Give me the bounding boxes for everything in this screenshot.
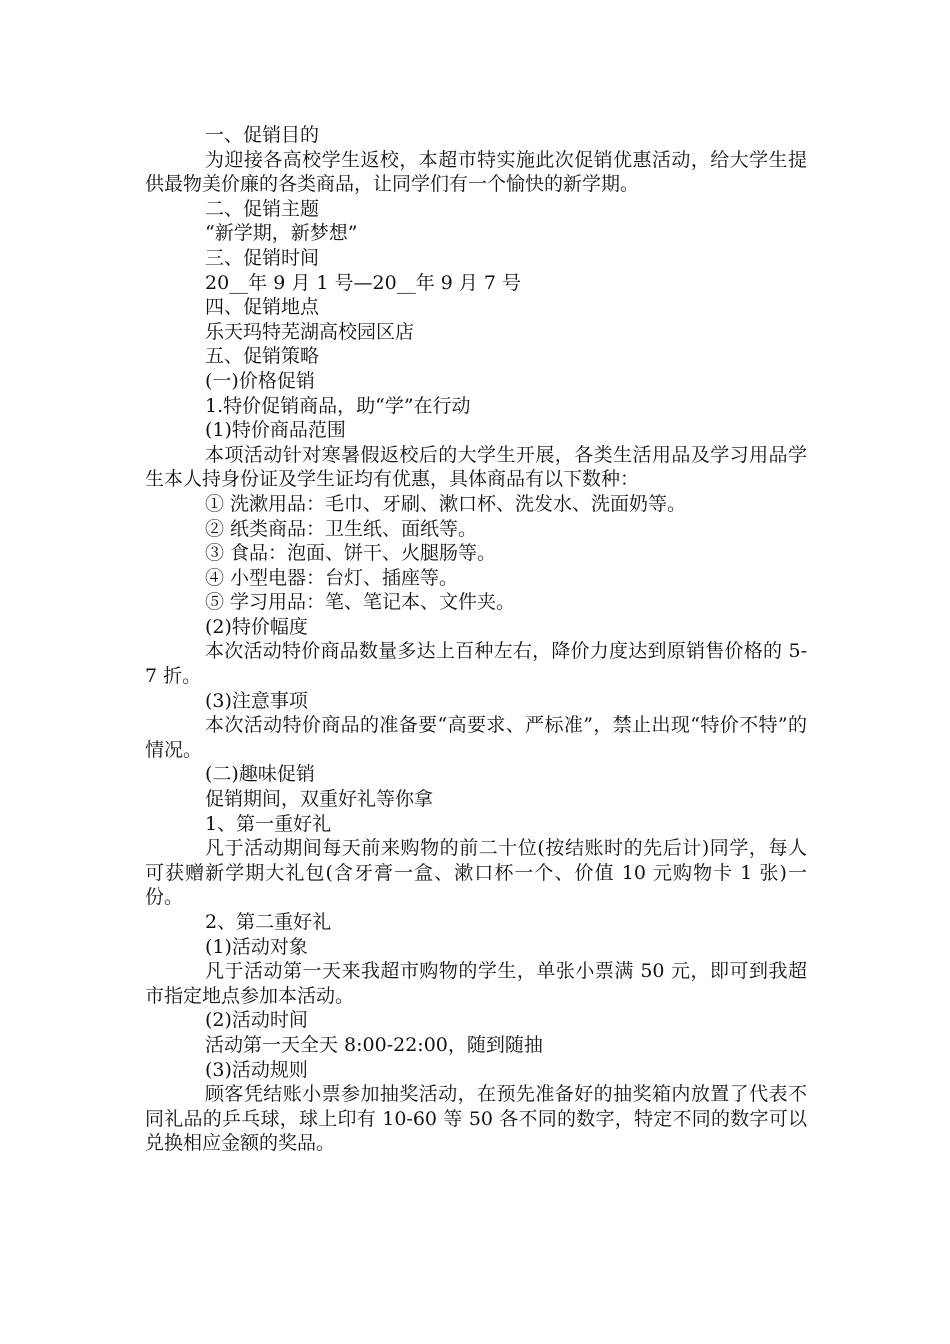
- subheading-special-range: (1)特价商品范围: [205, 419, 346, 442]
- subheading-discount-range: (2)特价幅度: [205, 615, 308, 638]
- heading-promotion-location: 四、促销地点: [205, 296, 320, 319]
- list-item-appliances: ④ 小型电器：台灯、插座等。: [205, 566, 459, 589]
- subheading-activity-time: (2)活动时间: [205, 1009, 308, 1032]
- paragraph-location: 乐天玛特芜湖高校园区店: [205, 320, 415, 343]
- paragraph-activity-target: 凡于活动第一天来我超市购物的学生，单张小票满 50 元，即可到我超市指定地点参加本活动。: [145, 960, 807, 1007]
- paragraph-theme: “新学期，新梦想”: [205, 222, 358, 245]
- subheading-fun-promotion: (二)趣味促销: [205, 763, 315, 786]
- subheading-special-price: 1.特价促销商品，助“学”在行动: [205, 394, 471, 417]
- paragraph-activity-rules: 顾客凭结账小票参加抽奖活动，在预先准备好的抽奖箱内放置了代表不同礼品的乒乓球，球上印有 10-60 等 50 各不同的数字，特定不同的数字可以兑换相应金额的奖品。: [145, 1083, 807, 1155]
- heading-promotion-strategy: 五、促销策略: [205, 345, 320, 368]
- subheading-price-promotion: (一)价格促销: [205, 369, 315, 392]
- paragraph-special-range: 本项活动针对寒暑假返校后的大学生开展，各类生活用品及学习用品学生本人持身份证及学生证均有优惠，具体商品有以下数种：: [145, 443, 807, 491]
- paragraph-activity-time: 活动第一天全天 8:00-22:00，随到随抽: [205, 1033, 543, 1056]
- subheading-second-gift: 2、第二重好礼: [205, 911, 332, 933]
- list-item-paper-goods: ② 纸类商品：卫生纸、面纸等。: [205, 517, 478, 540]
- document-body: [145, 123, 807, 1156]
- heading-promotion-time: 三、促销时间: [205, 246, 320, 269]
- paragraph-purpose: 为迎接各高校学生返校，本超市特实施此次促销优惠活动，给大学生提供最物美价廉的各类商品，让同学们有一个愉快的新学期。: [145, 148, 807, 196]
- paragraph-discount-range: 本次活动特价商品数量多达上百种左右，降价力度达到原销售价格的 5-7 折。: [145, 640, 807, 688]
- heading-promotion-theme: 二、促销主题: [205, 197, 320, 220]
- list-item-toiletries: ① 洗漱用品：毛巾、牙刷、漱口杯、洗发水、洗面奶等。: [205, 492, 687, 515]
- subheading-activity-target: (1)活动对象: [205, 935, 308, 958]
- list-item-stationery: ⑤ 学习用品：笔、笔记本、文件夹。: [205, 591, 516, 614]
- list-item-food: ③ 食品：泡面、饼干、火腿肠等。: [205, 542, 497, 565]
- subheading-first-gift: 1、第一重好礼: [205, 812, 332, 835]
- heading-promotion-purpose: 一、促销目的: [205, 124, 320, 146]
- subheading-activity-rules: (3)活动规则: [205, 1058, 308, 1081]
- paragraph-time: 20__年 9 月 1 号—20__年 9 月 7 号: [205, 271, 522, 294]
- paragraph-notes: 本次活动特价商品的准备要“高要求、严标准”，禁止出现“特价不特”的情况。: [145, 714, 807, 761]
- subheading-notes: (3)注意事项: [205, 689, 308, 712]
- paragraph-double-gift: 促销期间，双重好礼等你拿: [205, 788, 434, 811]
- paragraph-first-gift: 凡于活动期间每天前来购物的前二十位(按结账时的先后计)同学，每人可获赠新学期大礼包(含牙膏一盒、漱口杯一个、价值 10 元购物卡 1 张)一份。: [145, 837, 807, 909]
